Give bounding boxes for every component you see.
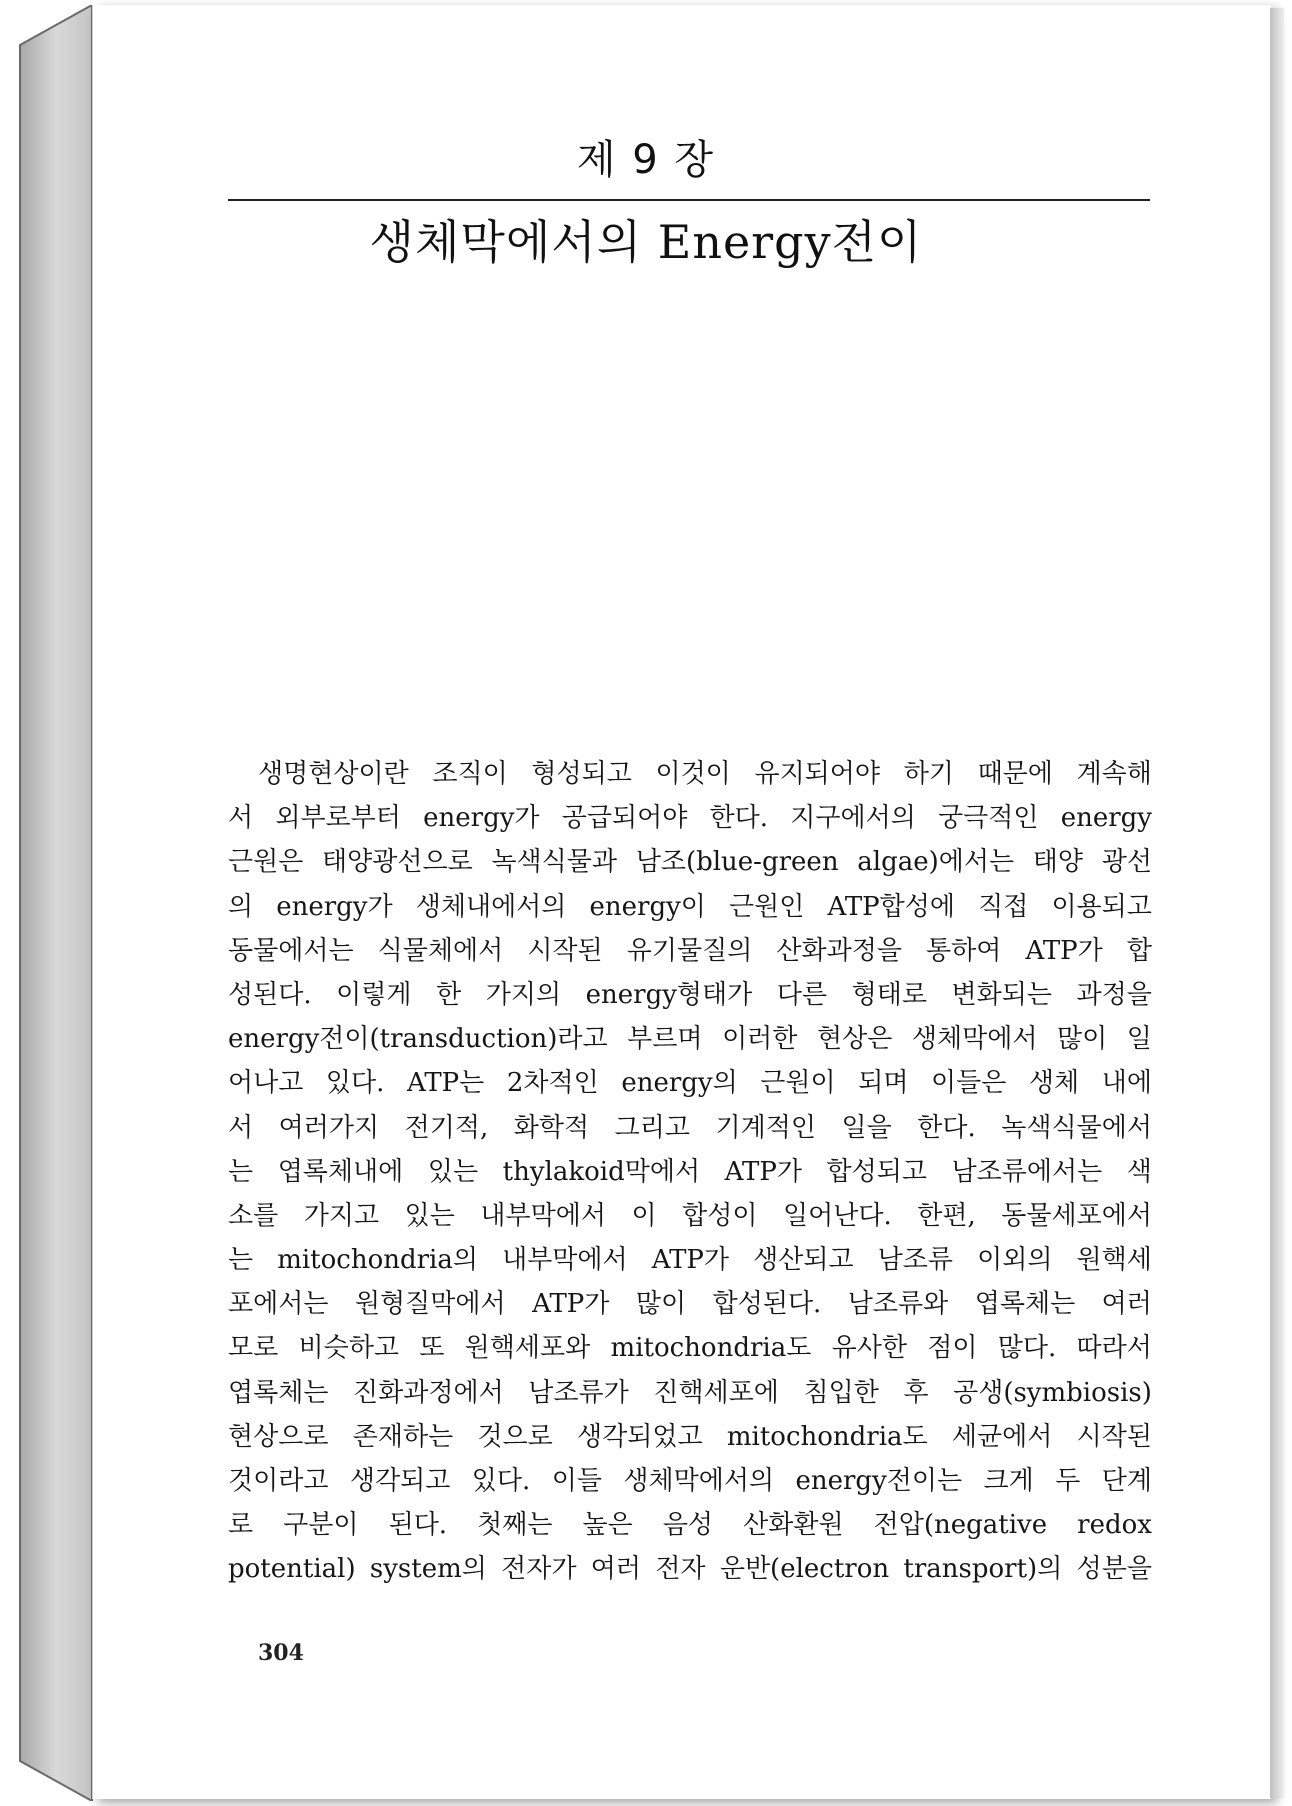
body-paragraph (228, 752, 1152, 1592)
text-line: 근원은 태양광선으로 녹색식물과 남조(blue-green algae)에서는 태양 광선 (228, 847, 1152, 878)
text-line: 로 구분이 된다. 첫째는 높은 음성 산화환원 전압(negative redox (228, 1510, 1152, 1541)
text-line: energy전이(transduction)라고 부르며 이러한 현상은 생체막에서 많이 일 (228, 1024, 1152, 1055)
text-line: 의 energy가 생체내에서의 energy이 근원인 ATP합성에 직접 이용되고 (228, 891, 1152, 922)
text-line: 것이라고 생각되고 있다. 이들 생체막에서의 energy전이는 크게 두 단계 (228, 1466, 1152, 1496)
text-line: 소를 가지고 있는 내부막에서 이 합성이 일어난다. 한편, 동물세포에서 (228, 1200, 1152, 1231)
text-line: 는 mitochondria의 내부막에서 ATP가 생산되고 남조류 이외의 원핵세 (228, 1245, 1152, 1276)
text-line: 어나고 있다. ATP는 2차적인 energy의 근원이 되며 이들은 생체 내에 (228, 1068, 1152, 1099)
text-line: 성된다. 이렇게 한 가지의 energy형태가 다른 형태로 변화되는 과정을 (228, 979, 1152, 1010)
text-line: 동물에서는 식물체에서 시작된 유기물질의 산화과정을 통하여 ATP가 합 (228, 935, 1152, 966)
text-line: potential) system의 전자가 여러 전자 운반(electron transport)의 성분을 (228, 1554, 1152, 1585)
text-line: 는 엽록체내에 있는 thylakoid막에서 ATP가 합성되고 남조류에서는 색 (228, 1156, 1152, 1187)
chapter-divider (228, 199, 1150, 201)
chapter-title: 생체막에서의 Energy전이 (369, 215, 923, 269)
text-line: 서 여러가지 전기적, 화학적 그리고 기계적인 일을 한다. 녹색식물에서 (228, 1112, 1152, 1143)
page-number: 304 (258, 1640, 304, 1666)
text-line: 포에서는 원형질막에서 ATP가 많이 합성된다. 남조류와 엽록체는 여러 (228, 1289, 1152, 1320)
chapter-number: 제 9 장 (576, 137, 716, 183)
text-line: 엽록체는 진화과정에서 남조류가 진핵세포에 침입한 후 공생(symbiosis) (228, 1377, 1152, 1408)
text-line: 서 외부로부터 energy가 공급되어야 한다. 지구에서의 궁극적인 energy (228, 803, 1152, 834)
page-edge (1270, 8, 1284, 1798)
text-line: 생명현상이란 조직이 형성되고 이것이 유지되어야 하기 때문에 계속해 (258, 759, 1152, 789)
text-line: 모로 비슷하고 또 원핵세포와 mitochondria도 유사한 점이 많다. 따라서 (228, 1333, 1152, 1364)
text-line: 현상으로 존재하는 것으로 생각되었고 mitochondria도 세균에서 시작된 (228, 1421, 1152, 1452)
